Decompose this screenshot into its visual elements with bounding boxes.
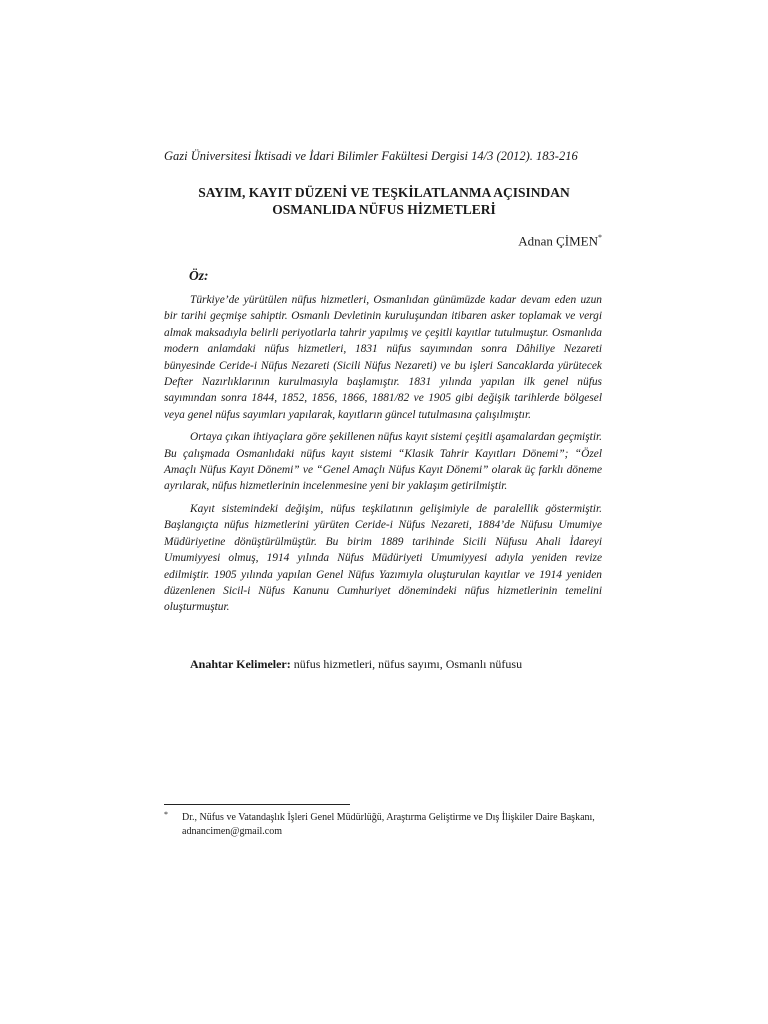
author-byline <box>400 233 602 249</box>
abstract-paragraph-2: Ortaya çıkan ihtiyaçlara göre şekillenen nüfus kayıt sistemi çeşitli aşamalardan geçmiştir. Bu çalışmada Osmanlıdaki nüfus kayıt sistemi “Klasik Tahrir Kayıtları Dönemi”; “Özel Amaçlı Nüfus Kayıt Dönemi” ve “Genel Amaçlı Nüfus Kayıt Dönemi” olarak üç farklı döneme ayrılarak, nüfus hizmetlerinin incelenmesine yeni bir yaklaşım getirilmiştir. <box>164 431 602 493</box>
keywords-text: nüfus hizmetleri, nüfus sayımı, Osmanlı nüfusu <box>290 657 523 671</box>
title-line-2: OSMANLIDA NÜFUS HİZMETLERİ <box>272 202 496 217</box>
footnote <box>164 811 604 839</box>
abstract-body <box>164 292 602 622</box>
keywords-label: Anahtar Kelimeler: <box>190 657 291 671</box>
footnote-divider <box>164 804 350 805</box>
abstract-heading: Öz: <box>189 268 209 283</box>
article-title <box>164 184 604 218</box>
title-line-1: SAYIM, KAYIT DÜZENİ VE TEŞKİLATLANMA AÇISINDAN <box>198 185 570 200</box>
author-footnote-mark: * <box>598 233 602 242</box>
abstract-paragraph-1: Türkiye’de yürütülen nüfus hizmetleri, Osmanlıdan günümüzde kadar devam eden uzun bir tarihi geçmişe sahiptir. Osmanlı Devletinin kuruluşundan itibaren asker toplamak ve vergi almak maksadıyla belirli periyotlarla tahrir yapılmış ve çeşitli kayıtlar tutulmuştur. Osmanlıda modern anlamdaki nüfus hizmetleri, 1831 nüfus sayımından sonra Dâhiliye Nezareti bünyesinde Ceride-i Nüfus Nezareti (Sicili Nüfus Nezareti) ve bu işleri Sancaklarda yürütecek Defter Nazırlıklarının kurulmasıyla başlamıştır. 1831 yılında yapılan ilk genel nüfus sayımından sonra 1844, 1852, 1856, 1866, 1881/82 ve 1905 gibi değişik tarihlerde bölgesel veya genel nüfus sayımları yapılarak, kayıtların güncel tutulmasına çalışılmıştır. <box>164 294 602 421</box>
footnote-text: Dr., Nüfus ve Vatandaşlık İşleri Genel Müdürlüğü, Araştırma Geliştirme ve Dış İlişkiler Daire Başkanı, adnancimen@gmail.com <box>182 812 595 837</box>
keywords-line <box>190 657 610 672</box>
author-name: Adnan ÇİMEN <box>518 233 598 249</box>
abstract-paragraph-3: Kayıt sistemindeki değişim, nüfus teşkilatının gelişimiyle de paralellik göstermiştir. Başlangıçta nüfus hizmetlerini yürüten Ceride-i Nüfus Nezareti, 1884’de Nüfusu Umumiye Müdüriyetine dönüştürülmüştür. Bu birim 1889 tarihinde Sicili Nüfusu Ahali İdareyi Umumiyyesi olmuş, 1914 yılında Nüfus Müdüriyeti Umumiyyesi adıyla yeniden revize edilmiştir. 1905 yılında yapılan Genel Nüfus Yazımıyla oluşturulan kayıtlar ve 1914 yeniden düzenlenen Sicil-i Nüfus Kanunu Cumhuriyet dönemindeki nüfus hizmetlerinin temelini oluşturmuştur. <box>164 502 602 614</box>
footnote-mark: * <box>164 810 168 819</box>
journal-citation: Gazi Üniversitesi İktisadi ve İdari Bilimler Fakültesi Dergisi 14/3 (2012). 183-216 <box>164 149 578 163</box>
